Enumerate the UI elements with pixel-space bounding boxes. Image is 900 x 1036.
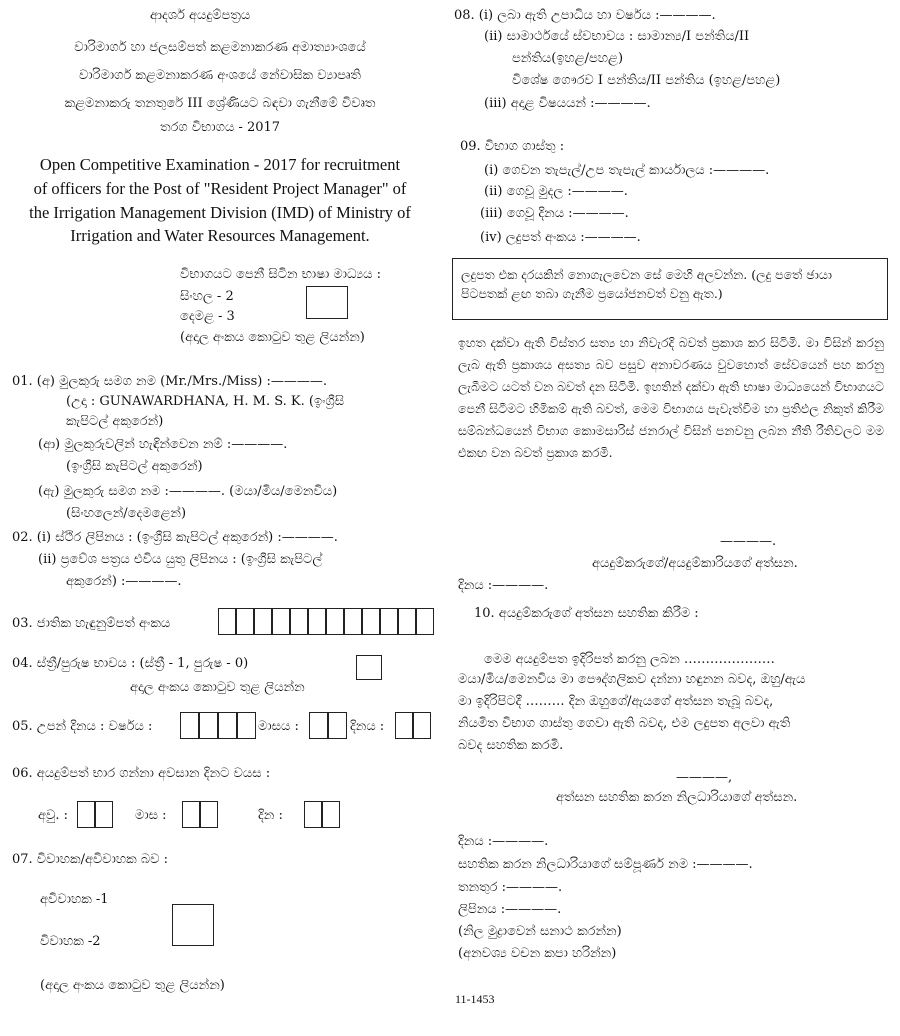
nic-box[interactable] — [272, 608, 290, 635]
dob-year-box[interactable] — [218, 712, 237, 739]
q07-label: 07. විවාහක/අවිවාහක බව : — [12, 852, 168, 867]
q10-line-3: මා ඉදිරිපිටදී ……… දින ඔහුගේ/ඇයගේ අත්සන තැබූ බවද, — [458, 694, 774, 709]
q08-iii: (iii) අදාළ විෂයයන් :————. — [484, 96, 651, 111]
nic-box[interactable] — [254, 608, 272, 635]
medium-label: විභාගයට පෙනී සිටින භාෂා මාධ්‍යය : — [180, 267, 381, 282]
q06-months-label: මාස : — [135, 808, 167, 823]
certifier-signature-label: අත්සන සහතික කරන නිලධාරියාගේ අත්සන. — [556, 790, 798, 805]
q08-i: 08. (i) ලබා ඇති උපාධිය හා වර්ෂය :————. — [454, 8, 716, 23]
q08-ii: (ii) සාමාර්ථයේ ස්වභාවය : සාමාන්‍ය/I පන්තිය/II — [484, 29, 750, 44]
q08-ii-3: විශේෂ ගෞරව I පන්තිය/II පන්තිය (ඉහළ/පහළ) — [512, 73, 781, 88]
dob-year-box[interactable] — [237, 712, 256, 739]
nic-box[interactable] — [308, 608, 326, 635]
q02-ii: (ii) ප්‍රවේශ පත්‍රය එවිය යුතු ලිපිනය : (ඉංග්‍රීසි කැපිටල් — [38, 552, 323, 567]
q09-ii: (ii) ගෙවූ මුදල :————. — [484, 184, 628, 199]
nic-box[interactable] — [380, 608, 398, 635]
dob-year-box[interactable] — [199, 712, 218, 739]
applicant-signature-label: අයදුම්කරුගේ/අයදුම්කාරියගේ අත්සන. — [592, 556, 798, 571]
dob-month-box[interactable] — [328, 712, 347, 739]
medium-sinhala: සිංහල - 2 — [180, 289, 234, 304]
certifier-signature-line: ————, — [676, 770, 733, 785]
dob-day-box[interactable] — [395, 712, 413, 739]
nic-box[interactable] — [398, 608, 416, 635]
q09-i: (i) ගෙවන තැපැල්/උප තැපැල් කාර්යාලය :————. — [484, 163, 770, 178]
sinhala-heading-line-3: කළමනාකරු තනතුරේ III ශ්‍රේණියට බඳවා ගැනීමේ විවෘත — [64, 96, 376, 111]
english-heading-line-2: of officers for the Post of "Resident Project Manager" of — [33, 179, 407, 198]
nic-box[interactable] — [218, 608, 236, 635]
certifier-post: තනතුර :————. — [458, 880, 563, 895]
q06-years-label: අවු. : — [38, 808, 68, 823]
q02-ii-2: අකුරෙන්) :————. — [66, 574, 182, 589]
q10-line-2: මයා/මිය/මෙනවිය මා පෞද්ගලිකව දන්නා හඳුනන බවද, ඔහු/ඇය — [458, 672, 806, 687]
gender-input-box[interactable] — [356, 655, 382, 680]
sinhala-heading-line-2: වාරිමාර්ග කළමනාකරණ අංශයේ නේවාසික ව්‍යාපෘති — [79, 68, 361, 83]
q04-label: 04. ස්ත්‍රී/පුරුෂ භාවය : (ස්ත්‍රී - 1, පුරුෂ - 0) — [12, 656, 249, 671]
q09-iii: (iii) ගෙවූ දිනය :————. — [480, 206, 629, 221]
q05-day-label: දිනය : — [350, 719, 385, 734]
medium-tamil: දෙමළ - 3 — [180, 309, 235, 324]
q06-label: 06. අයදුම්පත් භාර ගන්නා අවසාන දිනට වයස : — [12, 766, 271, 781]
age-years-box[interactable] — [77, 801, 95, 828]
civil-status-box[interactable] — [172, 904, 214, 946]
strike-note: (අනවශ්‍ය වචන කපා හරින්න) — [458, 946, 617, 961]
nic-box[interactable] — [290, 608, 308, 635]
q10-line-5: බවද සහතික කරමි. — [458, 738, 564, 753]
english-heading-line-3: the Irrigation Management Division (IMD) of Ministry of — [29, 203, 411, 222]
q01-ae-2: (සිංහලෙන්/දෙමළෙන්) — [66, 506, 187, 521]
q09-iv: (iv) ලදුපත් අංකය :————. — [480, 230, 641, 245]
q01-a: 01. (අ) මුලකුරු සමග නම (Mr./Mrs./Miss) :————. — [12, 374, 327, 389]
q05-month-label: මාසය : — [258, 719, 299, 734]
receipt-notice: ලදුපත එක දරයකින් නොගැලවෙන සේ මෙහි අලවන්න. (ලදු පතේ ඡායා පිටපතක් ළඟ තබා ගැනීම ප්‍රයෝජනවත් වනු ඇත.) — [452, 258, 888, 320]
form-title: ආදර්ශ අයදුම්පත්‍රය — [150, 8, 251, 23]
nic-box[interactable] — [236, 608, 254, 635]
english-heading-line-1: Open Competitive Examination - 2017 for recruitment — [39, 155, 401, 174]
dob-month-box[interactable] — [309, 712, 328, 739]
nic-box[interactable] — [362, 608, 380, 635]
q07-unmarried: අවිවාහක -1 — [40, 892, 109, 907]
q01-a-example: (උදා : GUNAWARDHANA, H. M. S. K. (ඉංග්‍රීසි — [66, 394, 345, 409]
q08-ii-2: පන්තිය(ඉහළ/පහළ) — [512, 51, 624, 66]
certifier-date: දිනය :————. — [458, 834, 549, 849]
medium-note: (අදාල අංකය කොටුව තුළ ලියන්න) — [180, 330, 365, 345]
age-days-box[interactable] — [322, 801, 340, 828]
certifier-name: සහතික කරන නිලධාරියාගේ සම්පූර්ණ නම :————. — [458, 857, 753, 872]
q06-days-label: දින : — [258, 808, 283, 823]
q04-note: අදාල අංකය කොටුව තුළ ලියන්න — [130, 680, 305, 695]
age-days-box[interactable] — [304, 801, 322, 828]
dob-day-box[interactable] — [413, 712, 431, 739]
q05-label: 05. උපන් දිනය : වර්ෂය : — [12, 719, 153, 734]
q01-ae: (ඇ) මුලකුරු සමග නම :————. (මයා/මිය/මෙනවිය) — [38, 484, 338, 499]
q07-married: විවාහක -2 — [40, 934, 101, 949]
q07-note: (අදාල අංකය කොටුව තුළ ලියන්න) — [40, 978, 225, 993]
applicant-signature-line: ————. — [720, 534, 777, 549]
applicant-date: දිනය :————. — [458, 578, 549, 593]
q09-label: 09. විභාග ගාස්තු : — [460, 139, 565, 154]
q10-line-4: නියමිත විභාග ගාස්තු ගෙවා ඇති බවද, එම ලදුපත අලවා ඇති — [458, 716, 791, 731]
q01-a-example-2: කැපිටල් අකුරෙන්) — [66, 414, 164, 429]
official-stamp-note: (නිල මුද්‍රාවෙන් සනාථ කරන්න) — [458, 924, 622, 939]
certifier-address: ලිපිනය :————. — [458, 902, 562, 917]
q01-aa-2: (ඉංග්‍රීසි කැපිටල් අකුරෙන්) — [66, 459, 203, 474]
sinhala-heading-line-4: තරග විභාගය - 2017 — [159, 120, 281, 135]
nic-boxes[interactable] — [218, 608, 438, 636]
q03-label: 03. ජාතික හැඳුනුම්පත් අංකය — [12, 616, 171, 631]
q01-aa: (ආ) මුලකුරුවලින් හැඳින්වෙන නම් :————. — [38, 437, 288, 452]
sinhala-heading-line-1: වාරිමාර්ග හා ජලසම්පත් කළමනාකරණ අමාත්‍යාංශයේ — [74, 40, 366, 55]
q02-i: 02. (i) ස්ථිර ලිපිනය : (ඉංග්‍රීසි කැපිටල් අකුරෙන්) :————. — [12, 530, 338, 545]
age-months-box[interactable] — [200, 801, 218, 828]
age-months-box[interactable] — [182, 801, 200, 828]
page-code: 11-1453 — [455, 992, 495, 1006]
q10-line-1: මෙම අයදුම්පත ඉදිරිපත් කරනු ලබන ………………… — [484, 652, 775, 667]
age-years-box[interactable] — [95, 801, 113, 828]
nic-box[interactable] — [344, 608, 362, 635]
english-heading-line-4: Irrigation and Water Resources Management. — [70, 226, 370, 245]
declaration-text: ඉහත දක්වා ඇති විස්තර සත්‍ය හා නිවැරදි බවත් ප්‍රකාශ කර සිටිමි. මා විසින් කරනු ලැබ ඇති ප්‍රකාශය අසත්‍ය බව පසුව අනාවරණය වුවහොත් සේවයෙන් පහ කරනු ලැබීමට යටත් වන බවත් දන සිටිමි. ඉහතින් දක්වා ඇති භාෂා මාධ්‍යයෙන් විභාගයට පෙනී සිටීමට හිමිකම් ඇති බවත්, මෙම විභාගය පැවැත්වීම හා ප්‍රතිඵල නිකුත් කිරීම සම්බන්ධයෙන් විභාග කොමසාරිස් ජනරාල් විසින් පනවනු ලබන නීති රීතිවලට මම එකඟ වන බවත් ප්‍රකාශ කරමි. — [458, 335, 884, 460]
nic-box[interactable] — [416, 608, 434, 635]
nic-box[interactable] — [326, 608, 344, 635]
q10-label: 10. අයදුම්කරුගේ අත්සන සහතික කිරීම : — [474, 606, 699, 621]
medium-input-box[interactable] — [306, 286, 348, 319]
dob-year-box[interactable] — [180, 712, 199, 739]
